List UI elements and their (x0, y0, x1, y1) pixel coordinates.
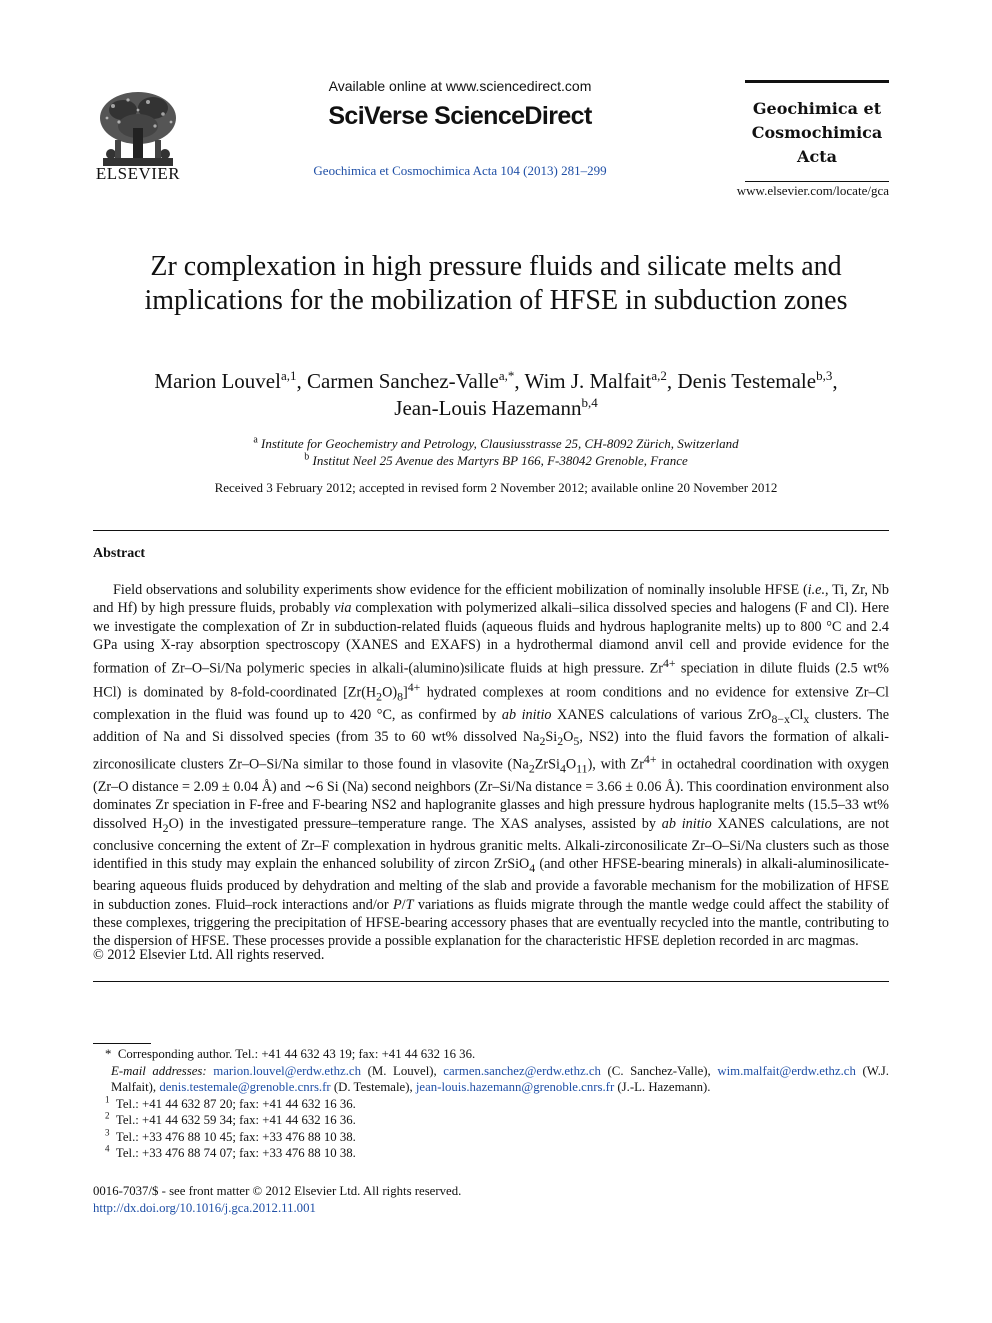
abstract-text: (and other HFSE-bearing minerals) in alkali-aluminosilicate-bearing aqueous fluids produced by dehydration and melting of the slab and provide a favorable mechanism for the mobilization of HFSE in subduction zones. Fluid–rock interactions and/or (93, 856, 889, 913)
footnotes (93, 1046, 889, 1162)
footnote-number: 4 (105, 1143, 110, 1154)
footnote-mark: * (105, 1047, 112, 1061)
author-name: Carmen Sanchez-Valle (306, 369, 499, 393)
abstract-italic: ab initio (661, 815, 712, 832)
affiliation-label: b (304, 451, 310, 463)
abstract-text: XANES calculations of various ZrO (551, 707, 772, 724)
abstract-text: complexation with polymerized alkali–silica dissolved species and halogens (F and Cl). Here we investigate the complexation of Zr in subduction-related fluids (aqueous fluids and hydrous haplogranite melts) up to 800 °C and 2.4 GPa using X-ray absorption spectroscopy (XANES and EXAFS) in a hydrothermal diamond anvil cell and provide evidence for the formation of Zr–O–Si/Na polymeric species in alkali-(alumino)silicate fluids at high pressure. Zr (93, 600, 889, 677)
affiliation-text: Institut Neel 25 Avenue des Martyrs BP 166, F-38042 Grenoble, France (312, 453, 688, 468)
journal-title-box (745, 80, 889, 182)
abstract-text: , Ti, Zr, Nb and Hf) by high pressure fluids, probably (93, 582, 889, 617)
abstract-subscript: 4 (560, 761, 566, 776)
abstract-subscript: 2 (162, 820, 169, 835)
journal-citation-link[interactable]: Geochimica et Cosmochimica Acta 104 (2013) 281–299 (313, 163, 607, 178)
abstract-text: clusters. The addition of Na and Si dissolved species (from 35 to 60 wt% dissolved Na (93, 707, 889, 746)
journal-url[interactable]: www.elsevier.com/locate/gca (736, 183, 889, 198)
email-link[interactable]: jean-louis.hazemann@grenoble.cnrs.fr (415, 1080, 615, 1094)
numbered-footnote (93, 1129, 889, 1146)
author-affiliation-mark: a,1 (280, 368, 297, 383)
abstract-text: , NS2) into the fluid favors the formation of alkali-zirconosilicate clusters Zr–O–Si/Na similar to those found in vlasovite (Na (93, 729, 889, 774)
divider (93, 981, 889, 982)
abstract-subscript: 11 (576, 761, 588, 776)
abstract-subscript: 2 (528, 761, 535, 776)
author-affiliation-mark: b,3 (816, 368, 833, 383)
abstract-text: ] (403, 684, 408, 701)
email-owner: (J.-L. Hazemann). (614, 1080, 711, 1094)
divider (93, 530, 889, 531)
abstract-italic: i.e. (807, 582, 826, 598)
abstract-text: Si (545, 729, 558, 746)
author-name: Denis Testemale (677, 369, 817, 393)
abstract-copyright: © 2012 Elsevier Ltd. All rights reserved. (93, 947, 325, 963)
abstract-italic: T (405, 896, 414, 913)
author-name: Marion Louvel (154, 369, 281, 393)
footnote-number: 1 (105, 1094, 110, 1105)
footnote-text: Tel.: +33 476 88 10 45; fax: +33 476 88 10 38. (115, 1129, 356, 1144)
affiliation-label: a (253, 434, 258, 446)
numbered-footnote (93, 1112, 889, 1129)
footnote-text: Corresponding author. Tel.: +41 44 632 43 19; fax: +41 44 632 16 36. (117, 1047, 476, 1061)
received-dates: Received 3 February 2012; accepted in revised form 2 November 2012; available online 20 November 2012 (214, 480, 778, 495)
author-name: Jean-Louis Hazemann (394, 396, 582, 420)
footnote-divider (93, 1043, 151, 1044)
abstract-text: speciation in dilute fluids (2.5 wt% HCl) is dominated by 8-fold-coordinated [Zr(H (93, 660, 889, 701)
abstract-italic: ab initio (501, 707, 552, 724)
email-owner: (D. Testemale), (330, 1080, 416, 1094)
platform-name: SciVerse ScienceDirect (328, 102, 592, 130)
corresponding-author-footnote (93, 1046, 889, 1063)
email-link[interactable]: denis.testemale@grenoble.cnrs.fr (159, 1080, 331, 1094)
abstract-subscript: 4 (529, 861, 536, 876)
email-owner: (C. Sanchez-Valle), (600, 1063, 718, 1078)
issn-line: 0016-7037/$ - see front matter © 2012 Elsevier Ltd. All rights reserved. (93, 1184, 462, 1198)
abstract-subscript: x (803, 711, 810, 726)
email-owner: (M. Louvel), (361, 1063, 444, 1078)
email-link[interactable]: carmen.sanchez@erdw.ethz.ch (443, 1063, 601, 1078)
abstract-subscript: 8−x (771, 711, 790, 726)
numbered-footnote (93, 1145, 889, 1162)
abstract-text: hydrated complexes at room conditions and no evidence for extensive Zr–Cl complexation in the fluid was found up to 420 °C, as confirmed by (93, 684, 889, 724)
abstract-text: O (563, 729, 574, 746)
abstract-text: / (401, 896, 406, 913)
abstract-text: O) in the investigated pressure–temperature range. The XAS analyses, assisted by (168, 815, 662, 832)
abstract-text: O (565, 757, 577, 774)
abstract-subscript: 2 (376, 689, 383, 704)
footnote-number: 2 (105, 1110, 110, 1121)
abstract-subscript: 8 (397, 689, 403, 704)
affiliation-item (120, 452, 872, 469)
abstract-text: variations as fluids migrate through the mantle wedge could affect the stability of these complexes, triggering the precipitation of HFSE-bearing accessory phases that are eventually recycled into the mantle, contributing to the dispersion of HFSE. These processes provide a possible explanation for the characteristic HFSE depletion recorded in arc magmas. (93, 896, 889, 950)
footnote-number: 3 (105, 1127, 110, 1138)
abstract-subscript: 2 (539, 734, 546, 749)
abstract-text: Cl (789, 707, 804, 724)
author-affiliation-mark: b,4 (581, 395, 598, 410)
email-label: E-mail addresses: (111, 1063, 207, 1078)
email-owner: (W.J. Malfait), (111, 1063, 889, 1094)
abstract-body (93, 581, 889, 951)
email-link[interactable]: wim.malfait@erdw.ethz.ch (717, 1063, 856, 1078)
abstract-text: ), with Zr (587, 757, 644, 774)
author-name: Wim J. Malfait (524, 369, 652, 393)
abstract-subscript: 5 (573, 734, 580, 749)
author-affiliation-mark: a,2 (651, 368, 667, 383)
email-link[interactable]: marion.louvel@erdw.ethz.ch (213, 1063, 362, 1078)
abstract-italic: via (334, 600, 352, 617)
abstract-text: O) (382, 684, 398, 701)
journal-name-line: Acta (797, 147, 837, 166)
footnote-text: Tel.: +41 44 632 59 34; fax: +41 44 632 16 36. (115, 1113, 356, 1127)
doi-link[interactable]: http://dx.doi.org/10.1016/j.gca.2012.11.001 (93, 1201, 316, 1215)
affiliation-text: Institute for Geochemistry and Petrology, Clausiusstrasse 25, CH-8092 Zürich, Switzerland (261, 436, 739, 451)
abstract-text: in octahedral coordination with oxygen (Zr–O distance = 2.09 ± 0.04 Å) and ∼6 Si (Na) second neighbors (Zr–Si/Na distance = 3.66 ± 0.06 Å). This coordination environment also dominates Zr speciation in F-free and F-bearing NS2 and haplogranite glasses and high pressure hydrous haplogranite melts (15.5–33 wt% dissolved H (93, 757, 890, 832)
affiliation-item (120, 435, 872, 452)
paper-title: Zr complexation in high pressure fluids and silicate melts and implications for the mobilization of HFSE in subduction zones (144, 251, 848, 316)
abstract-text: Field observations and solubility experiments show evidence for the efficient mobilization of nominally insoluble HFSE ( (113, 582, 808, 598)
author-affiliation-mark: a,* (498, 368, 515, 383)
abstract-heading: Abstract (93, 546, 146, 561)
abstract-text: ZrSi (534, 757, 560, 774)
journal-name-line: Geochimica et (752, 99, 882, 118)
email-footnote (93, 1063, 889, 1096)
publisher-name: ELSEVIER (95, 164, 181, 183)
footnote-text: Tel.: +41 44 632 87 20; fax: +41 44 632 16 36. (115, 1096, 356, 1111)
abstract-italic: P (392, 896, 402, 913)
abstract-superscript: 4+ (643, 752, 657, 767)
abstract-subscript: 2 (557, 734, 564, 749)
author-list: Marion Louvel$^{a,1}$, Carmen Sanchez-Valle$^{a,*}$, Wim J. Malfait$^{a,2}$, Denis Testemale$^{b,3}$, Jean-Louis Hazemann$^{b,4}$ (154, 368, 838, 420)
available-online-text: Available online at www.sciencedirect.com (328, 78, 592, 94)
abstract-superscript: 4+ (663, 656, 676, 671)
affiliation-list (120, 435, 872, 469)
journal-name-line: Cosmochimica (751, 123, 883, 142)
numbered-footnote (93, 1096, 889, 1113)
abstract-superscript: 4+ (407, 680, 421, 695)
abstract-text: XANES calculations, are not conclusive concerning the extent of Zr–F complexation in hydrous granitic melts. Alkali-zirconosilicate Zr–O–Si/Na clusters such as those identified in this study may explain the enhanced solubility of zircon ZrSiO (93, 815, 890, 873)
abstract-paragraph (93, 581, 889, 951)
footnote-text: Tel.: +33 476 88 74 07; fax: +33 476 88 10 38. (115, 1146, 356, 1160)
